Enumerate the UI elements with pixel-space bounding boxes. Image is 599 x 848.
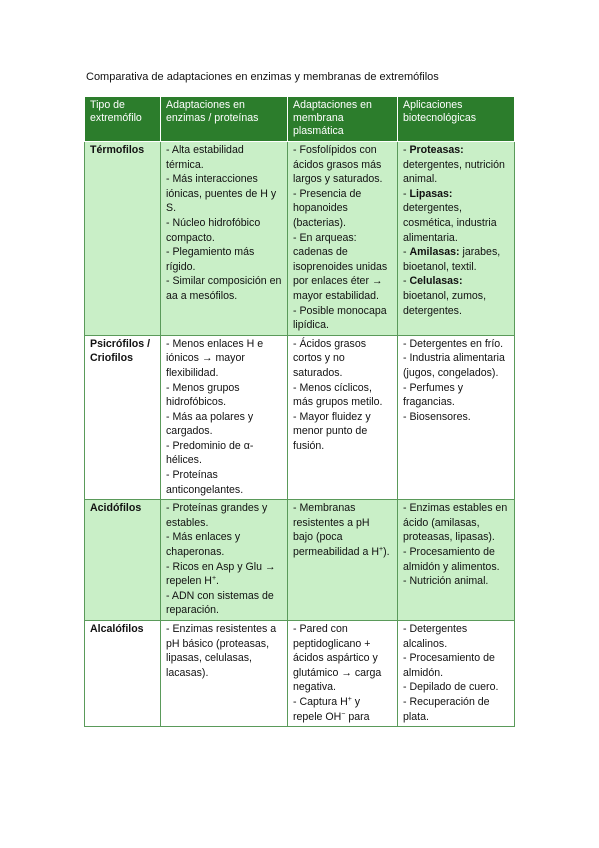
list-item: - Menos cíclicos, más grupos metilo. bbox=[293, 381, 383, 409]
list-item: - Nutrición animal. bbox=[403, 575, 489, 588]
header-tipo: Tipo de extremófilo bbox=[85, 97, 161, 142]
app-text: jarabes, bioetanol, textil. bbox=[403, 246, 501, 273]
table-row bbox=[85, 621, 515, 727]
list-item: - Fosfolípidos con ácidos grasos más largos y saturados. bbox=[293, 144, 383, 186]
header-aplicaciones: Aplicaciones biotecnológicas bbox=[398, 97, 515, 142]
list-item: - Detergentes en frío. bbox=[403, 337, 504, 350]
list-item: - En arqueas: cadenas de isoprenoides unidas por enlaces éter → mayor estabilidad. bbox=[293, 231, 388, 302]
cell-membrana bbox=[288, 335, 398, 500]
list-item: - Más aa polares y cargados. bbox=[166, 410, 254, 438]
item-text: - Membranas resistentes a pH bajo (poca permeabilidad a H bbox=[293, 502, 379, 559]
list-item: - Biosensores. bbox=[403, 410, 471, 423]
superscript: + bbox=[347, 695, 352, 703]
app-text: bioetanol, zumos, detergentes. bbox=[403, 289, 487, 317]
list-item: - Perfumes y fragancias. bbox=[403, 381, 464, 409]
list-item: - Recuperación de plata. bbox=[403, 695, 490, 723]
list-item: - Más interacciones iónicas, puentes de H y S. bbox=[166, 173, 277, 215]
list-item: - Menos enlaces H e iónicos → mayor flexibilidad. bbox=[166, 337, 264, 379]
list-item: - Proteínas grandes y estables. bbox=[166, 502, 268, 529]
row-type: Psicrófilos / Criofilos bbox=[85, 335, 161, 500]
row-type: Alcalófilos bbox=[85, 621, 161, 727]
list-item: - Celulasas: bioetanol, zumos, detergentes. bbox=[403, 275, 487, 317]
app-label: Amilasas: bbox=[409, 246, 460, 259]
item-tail: ). bbox=[383, 546, 390, 559]
superscript: + bbox=[211, 575, 217, 583]
list-item: - Alta estabilidad térmica. bbox=[166, 144, 244, 171]
list-item: - Predominio de α-hélices. bbox=[166, 439, 254, 467]
cell-membrana bbox=[288, 500, 398, 621]
cell-aplicaciones bbox=[398, 335, 515, 500]
item-text: - Ricos en Asp y Glu → repelen H bbox=[166, 560, 276, 588]
superscript: + bbox=[378, 546, 384, 554]
superscript: − bbox=[341, 710, 346, 718]
list-item: - Más enlaces y chaperonas. bbox=[166, 531, 241, 559]
header-membrana: Adaptaciones en membrana plasmática bbox=[288, 97, 398, 142]
list-item bbox=[293, 695, 392, 724]
list-item: - Posible monocapa lipídica. bbox=[293, 304, 387, 332]
list-item: - Enzimas estables en ácido (amilasas, proteasas, lipasas). bbox=[403, 502, 508, 544]
list-item: - Similar composición en aa a mesófilos. bbox=[166, 275, 282, 302]
table-row bbox=[85, 500, 515, 621]
list-item: - ADN con sistemas de reparación. bbox=[166, 589, 274, 617]
cell-membrana bbox=[288, 142, 398, 336]
list-item bbox=[166, 560, 282, 589]
cell-enzimas bbox=[161, 335, 288, 500]
cell-aplicaciones bbox=[398, 621, 515, 727]
list-item: - Industria alimentaria (jugos, congelados). bbox=[403, 352, 505, 379]
list-item: - Procesamiento de almidón y alimentos. bbox=[403, 546, 500, 573]
document-title: Comparativa de adaptaciones en enzimas y membranas de extremófilos bbox=[86, 71, 439, 83]
cell-enzimas bbox=[161, 621, 288, 727]
list-item: - Mayor fluidez y menor punto de fusión. bbox=[293, 410, 371, 452]
list-item: - Proteasas: detergentes, nutrición animal. bbox=[403, 144, 505, 186]
cell-enzimas bbox=[161, 500, 288, 621]
list-item: - Depilado de cuero. bbox=[403, 681, 499, 694]
list-item: - Menos grupos hidrofóbicos. bbox=[166, 381, 240, 409]
item-text: - Captura H bbox=[293, 695, 348, 708]
item-text: y repele OH bbox=[293, 695, 361, 723]
list-item: - Procesamiento de almidón. bbox=[403, 652, 495, 679]
app-label: Proteasas: bbox=[409, 144, 464, 156]
list-item: - Proteínas anticongelantes. bbox=[166, 469, 244, 496]
table-row bbox=[85, 142, 515, 336]
table-row bbox=[85, 335, 515, 500]
app-text: detergentes, nutrición animal. bbox=[403, 158, 505, 186]
list-item: - Lipasas: detergentes, cosmética, industria alimentaria. bbox=[403, 187, 497, 244]
cell-enzimas bbox=[161, 142, 288, 336]
app-label: Lipasas: bbox=[409, 187, 453, 200]
cell-aplicaciones bbox=[398, 500, 515, 621]
list-item: - Pared con peptidoglicano + ácidos aspártico y glutámico → carga negativa. bbox=[293, 623, 382, 694]
cell-membrana bbox=[288, 621, 398, 727]
cell-aplicaciones bbox=[398, 142, 515, 336]
list-item: - Núcleo hidrofóbico compacto. bbox=[166, 216, 261, 244]
row-type: Acidófilos bbox=[85, 500, 161, 621]
comparison-table bbox=[84, 96, 515, 727]
table-header-row bbox=[85, 97, 515, 142]
row-type: Térmofilos bbox=[85, 142, 161, 336]
app-label: Celulasas: bbox=[409, 275, 463, 288]
app-text: detergentes, cosmética, industria alimentaria. bbox=[403, 202, 497, 244]
list-item: - Amilasas: jarabes, bioetanol, textil. bbox=[403, 246, 501, 273]
item-tail: . bbox=[216, 575, 219, 588]
item-tail: para bbox=[345, 710, 370, 723]
list-item bbox=[293, 501, 392, 559]
list-item: - Enzimas resistentes a pH básico (proteasas, lipasas, celulasas, lacasas). bbox=[166, 623, 277, 679]
header-enzimas: Adaptaciones en enzimas / proteínas bbox=[161, 97, 288, 142]
list-item: - Ácidos grasos cortos y no saturados. bbox=[293, 337, 367, 379]
list-item: - Plegamiento más rígido. bbox=[166, 246, 255, 273]
list-item: - Detergentes alcalinos. bbox=[403, 623, 468, 650]
list-item: - Presencia de hopanoides (bacterias). bbox=[293, 187, 362, 229]
